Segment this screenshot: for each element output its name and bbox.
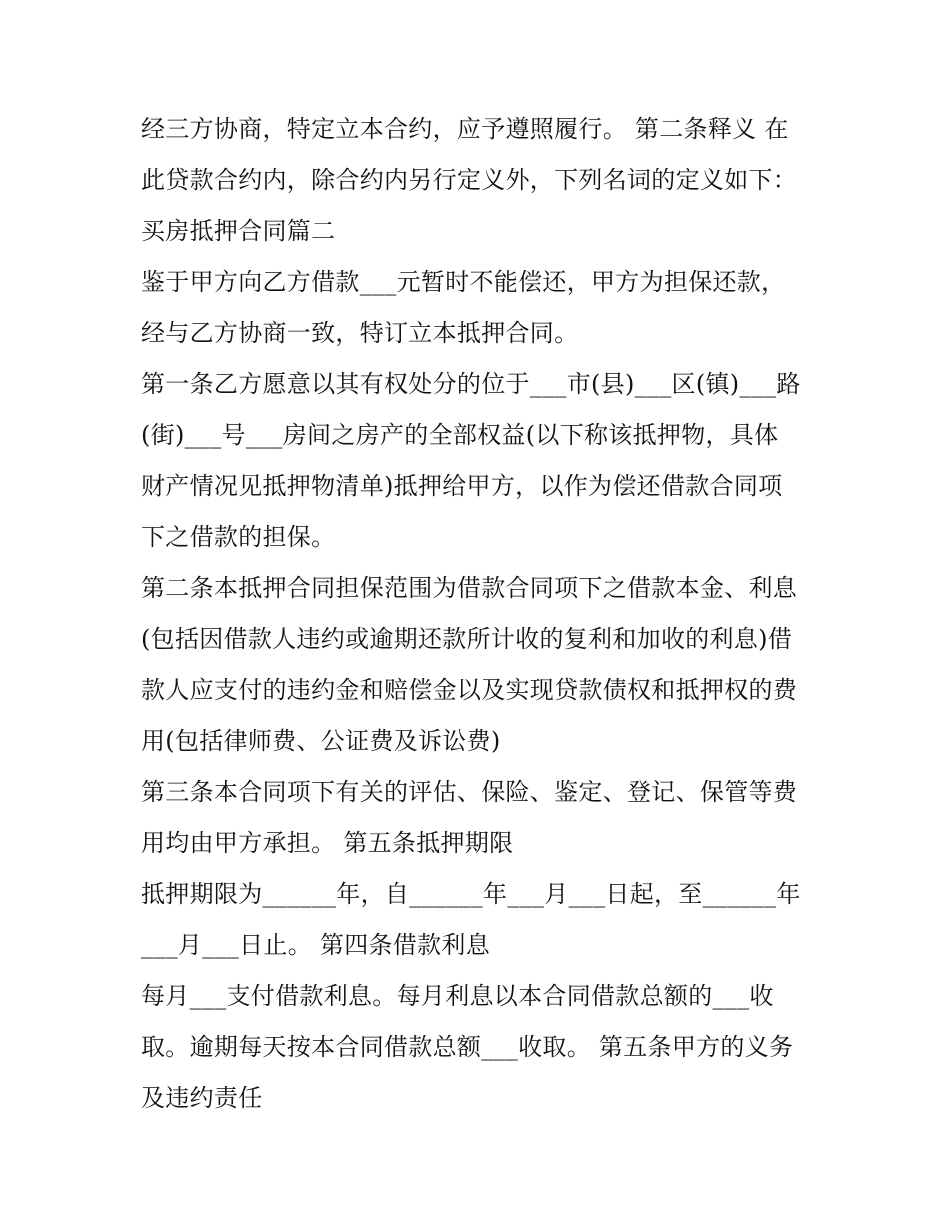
text-line: 抵押期限为______年，自______年___月___日起，至______年 xyxy=(141,880,801,908)
text-line: 第二条本抵押合同担保范围为借款合同项下之借款本金、利息 xyxy=(141,574,798,602)
text-line: 第三条本合同项下有关的评估、保险、鉴定、登记、保管等费 xyxy=(141,778,798,806)
text-line: 及违约责任 xyxy=(141,1084,263,1112)
text-line: 经与乙方协商一致，特订立本抵押合同。 xyxy=(141,319,579,347)
text-line: (街)___号___房间之房产的全部权益(以下称该抵押物，具体 xyxy=(141,421,779,449)
text-line: 经三方协商，特定立本合约，应予遵照履行。 第二条释义 在 xyxy=(141,115,789,143)
document-body xyxy=(141,104,821,1124)
section-title: 买房抵押合同篇二 xyxy=(141,217,336,245)
text-line: (包括因借款人违约或逾期还款所计收的复利和加收的利息)借 xyxy=(141,625,793,653)
text-line: ___月___日止。 第四条借款利息 xyxy=(141,931,491,959)
text-line: 第一条乙方愿意以其有权处分的位于___市(县)___区(镇)___路 xyxy=(141,370,801,398)
text-line: 此贷款合约内，除合约内另行定义外，下列名词的定义如下： xyxy=(141,166,798,194)
text-line: 鉴于甲方向乙方借款___元暂时不能偿还，甲方为担保还款， xyxy=(141,268,786,296)
text-line: 款人应支付的违约金和赔偿金以及实现贷款债权和抵押权的费 xyxy=(141,676,798,704)
text-line: 用(包括律师费、公证费及诉讼费) xyxy=(141,727,501,755)
text-line: 用均由甲方承担。 第五条抵押期限 xyxy=(141,829,514,857)
text-line: 取。逾期每天按本合同借款总额___收取。 第五条甲方的义务 xyxy=(141,1033,794,1061)
text-line: 财产情况见抵押物清单)抵押给甲方，以作为偿还借款合同项 xyxy=(141,472,783,500)
text-line: 每月___支付借款利息。每月利息以本合同借款总额的___收 xyxy=(141,982,774,1010)
text-line: 下之借款的担保。 xyxy=(141,523,336,551)
